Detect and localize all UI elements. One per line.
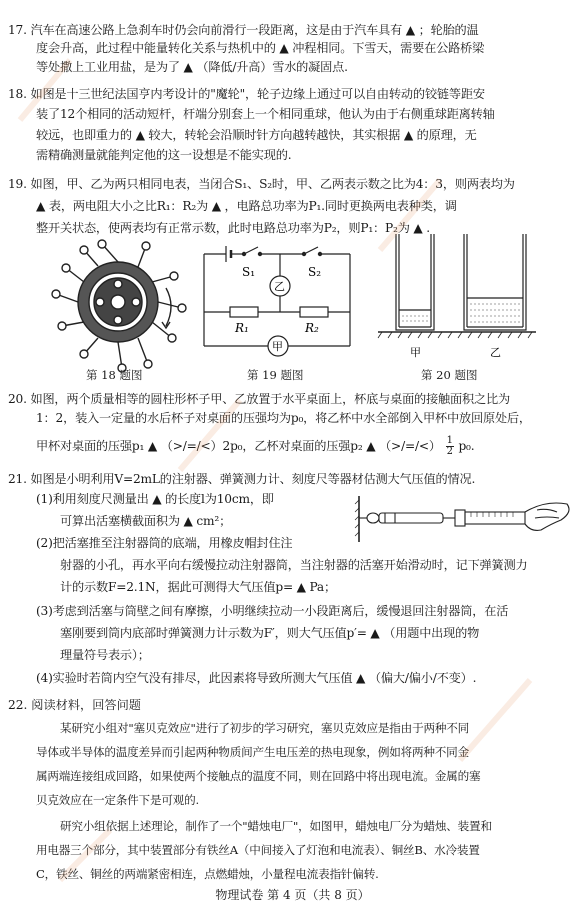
figure-19-caption: 第 19 题图 xyxy=(247,368,304,382)
figure-20-caption: 第 20 题图 xyxy=(421,368,478,382)
figure-20-cups xyxy=(378,232,538,362)
meter-yi-label: 乙 xyxy=(274,280,285,293)
q21-line-8: 塞刚要到筒内底部时弹簧测力计示数为F′，则大气压值p′= ▲ （用题中出现的物 xyxy=(60,626,480,640)
q18-line-4: 需精确测量就能判定他的这一设想是不能实现的. xyxy=(36,148,292,162)
q21-line-6: 计的示数F=2.1N，据此可测得大气压值p= ▲ Pa； xyxy=(60,580,336,594)
figure-18-magic-wheel xyxy=(50,242,190,372)
q18-line-2: 装了12个相同的活动短杆，杆端分别套上一个相同重球，他认为由于右侧重球距离转轴 xyxy=(36,107,495,121)
q19-line-3: 整开关状态，使两表均有正常示数，此时电路总功率为P₂，则P₁：P₂为 ▲ . xyxy=(36,221,430,235)
q22-para-line-4: 贝克效应在一定条件下是可观的. xyxy=(36,793,199,807)
q21-line-4: (2)把活塞推至注射器筒的底端，用橡皮帽封住注 xyxy=(36,536,293,550)
q21-line-3: 可算出活塞横截面积为 ▲ cm²； xyxy=(60,514,232,528)
q20-line-3 xyxy=(36,436,474,457)
fraction-numerator: 1 xyxy=(446,435,453,446)
q22-para-line-7: C，铁丝、铜丝的两端紧密相连，点燃蜡烛，小量程电流表指针偏转. xyxy=(36,867,379,881)
figure-18-caption: 第 18 题图 xyxy=(86,368,143,382)
q22-para-line-1: 某研究小组对"塞贝克效应"进行了初步的学习研究，塞贝克效应是指由于两种不同 xyxy=(60,721,470,735)
q21-line-2: (1)利用刻度尺测量出 ▲ 的长度l为10cm，即 xyxy=(36,492,274,506)
page-footer: 物理试卷 第 4 页（共 8 页） xyxy=(215,888,370,902)
s2-label: S₂ xyxy=(308,265,322,279)
q20-line-1: 20. 如图，两个质量相等的圆柱形杯子甲、乙放置于水平桌面上，杯底与桌面的接触面积之比为 xyxy=(8,392,510,406)
r1-label: R₁ xyxy=(235,321,249,335)
cup-jia-label: 甲 xyxy=(410,346,421,359)
figure-19-circuit xyxy=(200,246,360,366)
q20-line-2: 1：2，装入一定量的水后杯子对桌面的压强均为p₀，将乙杯中水全部倒入甲杯中放回原处后， xyxy=(36,411,531,425)
q21-line-7: (3)考虑到活塞与筒壁之间有摩擦，小明继续拉动一小段距离后，缓慢退回注射器筒，在活 xyxy=(36,604,509,618)
q21-line-9: 理量符号表示）； xyxy=(60,648,150,662)
q22-para-line-2: 导体或半导体的温度差异而引起两种物质间产生电压差的热电现象，例如将两种不同金 xyxy=(36,745,469,759)
q21-line-1: 21. 如图是小明利用V=2mL的注射器、弹簧测力计、刻度尺等器材估测大气压值的情况. xyxy=(8,472,476,486)
q20-line-3-text: 甲杯对桌面的压强p₁ ▲ （>/=/<）2p₀，乙杯对桌面的压强p₂ ▲ （>/=/<） xyxy=(36,439,441,453)
q21-line-10: (4)实验时若筒内空气没有排尽，此因素将导致所测大气压值 ▲ （偏大/偏小/不变）. xyxy=(36,671,477,685)
q18-line-3: 较远，也即重力的 ▲ 较大，转轮会沿顺时针方向越转越快，其实根据 ▲ 的原理，无 xyxy=(36,128,477,142)
q19-line-2: ▲ 表，两电阻大小之比R₁：R₂为 ▲ ，电路总功率为P₁.同时更换两电表种类，调 xyxy=(36,199,457,213)
q22-para-line-3: 属两端连接组成回路，如果使两个接触点的温度不同，则在回路中将出现电流。金属的塞 xyxy=(36,769,481,783)
q17-line-3: 等处撒上工业用盐，是为了 ▲ （降低/升高）雪水的凝固点. xyxy=(36,60,348,74)
r2-label: R₂ xyxy=(305,321,319,335)
fraction-denominator: 2 xyxy=(446,446,453,457)
figure-21-syringe-apparatus xyxy=(355,490,575,550)
q19-line-1: 19. 如图，甲、乙为两只相同电表，当闭合S₁、S₂时，甲、乙两表示数之比为4：3，则两表均为 xyxy=(8,177,515,191)
q22-para-line-5: 研究小组依据上述理论，制作了一个"蜡烛电厂"，如图甲，蜡烛电厂分为蜡烛、装置和 xyxy=(60,819,492,833)
s1-label: S₁ xyxy=(242,265,256,279)
q17-line-2: 度会升高，此过程中能量转化关系与热机中的 ▲ 冲程相同。下雪天，需要在公路桥梁 xyxy=(36,41,485,55)
q20-line-3-tail: p₀. xyxy=(458,439,475,453)
meter-jia-label: 甲 xyxy=(272,340,283,353)
q21-line-5: 射器的小孔，再水平向右缓慢拉动注射器筒，当注射器的活塞开始滑动时，记下弹簧测力 xyxy=(60,558,528,572)
q22-title: 22. 阅读材料，回答问题 xyxy=(8,698,141,712)
cup-yi-label: 乙 xyxy=(490,346,501,359)
q20-fraction xyxy=(446,436,454,457)
q17-line-1: 17. 汽车在高速公路上急刹车时仍会向前滑行一段距离，这是由于汽车具有 ▲ ；轮胎的温 xyxy=(8,23,479,37)
q18-line-1: 18. 如图是十三世纪法国亨内考设计的"魔轮"，轮子边缘上通过可以自由转动的铰链等距安 xyxy=(8,87,485,101)
q22-para-line-6: 用电器三个部分，其中装置部分有铁丝A（中间接入了灯泡和电流表）、铜丝B、水冷装置 xyxy=(36,843,480,857)
